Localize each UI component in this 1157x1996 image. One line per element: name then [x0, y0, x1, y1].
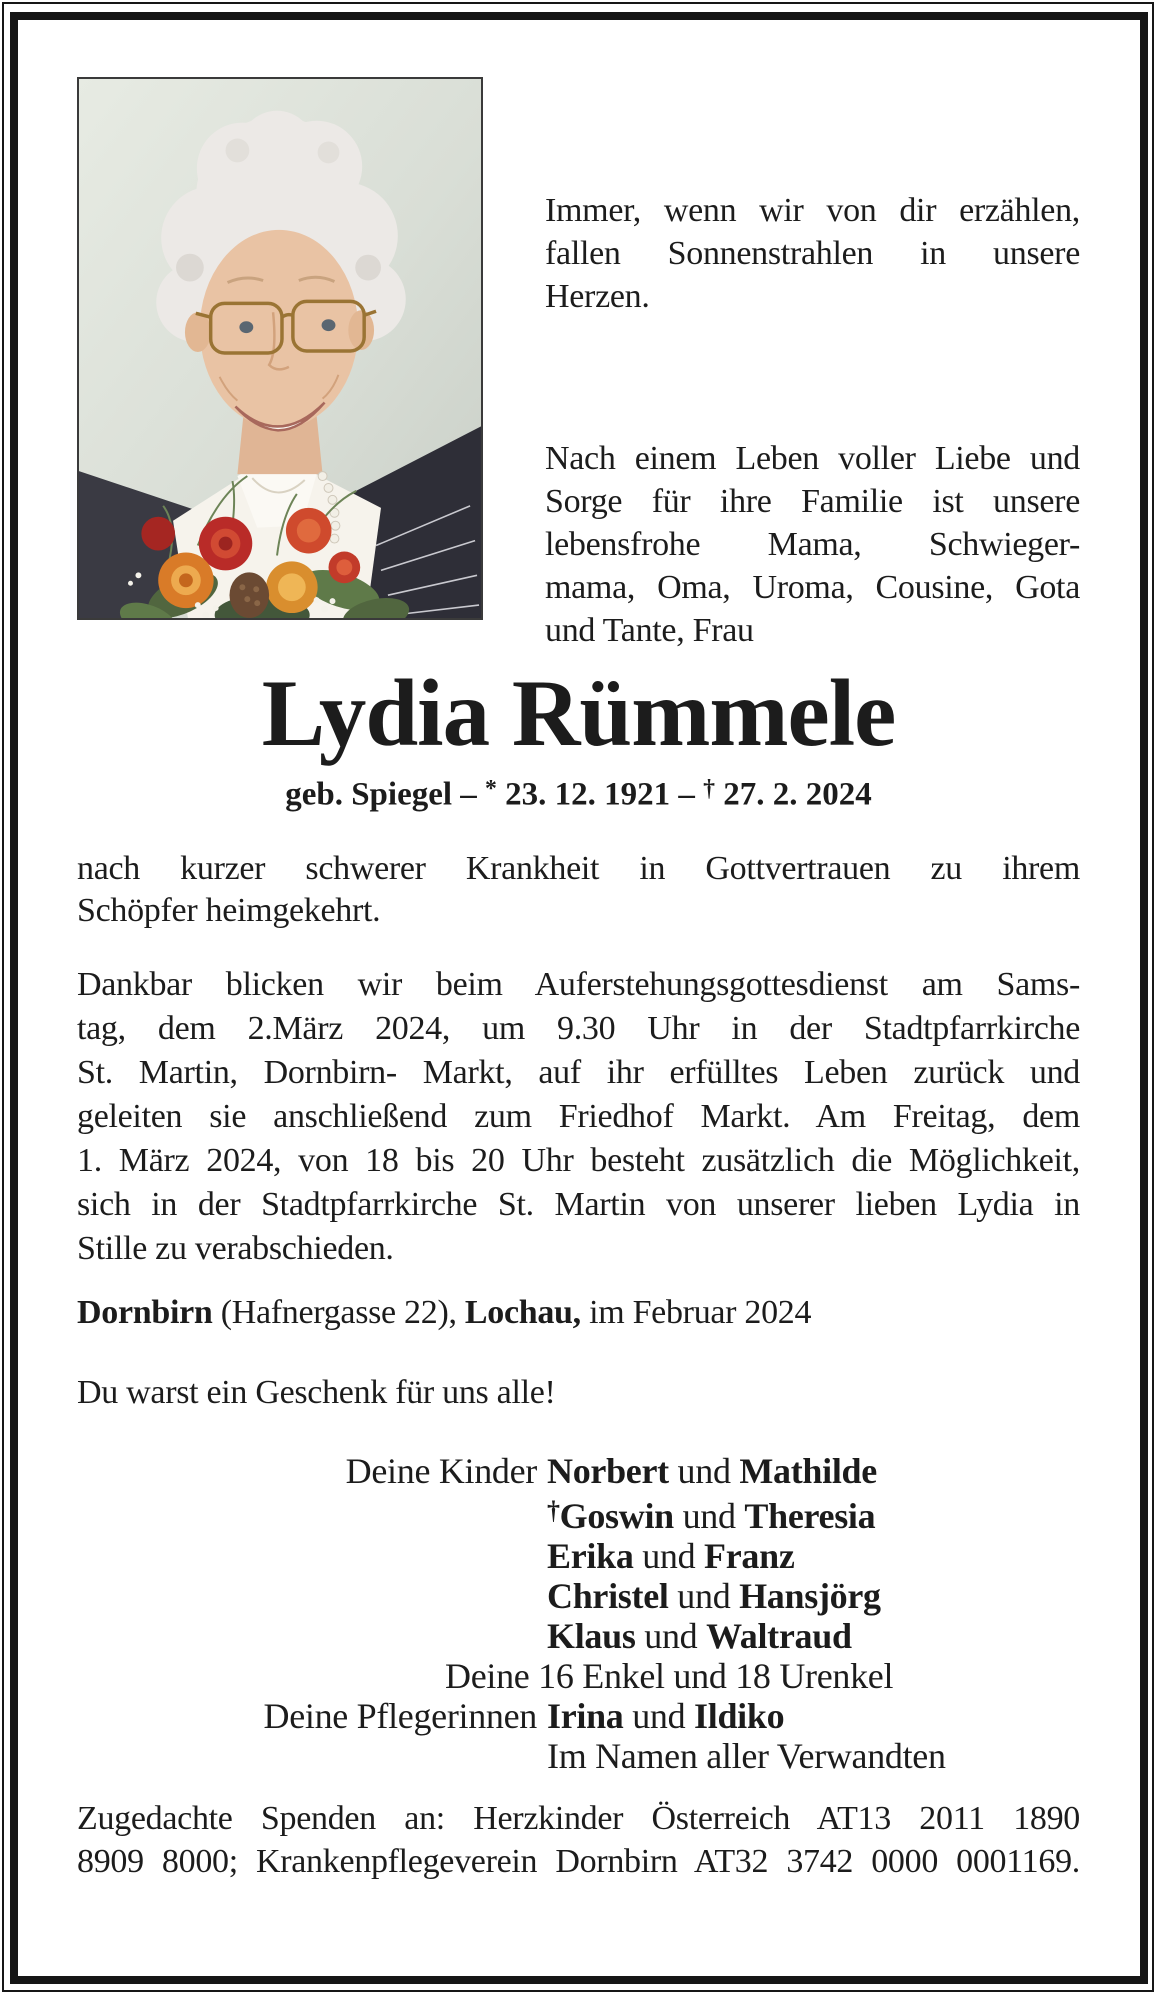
place-month: im Februar 2024: [580, 1294, 812, 1331]
birth-date: 23. 12. 1921 –: [496, 776, 704, 813]
signature-label: [77, 1576, 547, 1616]
intro-line: mama, Oma, Uroma, Cousine, Gota: [545, 569, 1080, 606]
name-bold: Mathilde: [739, 1451, 877, 1491]
service-line: tag, dem 2.März 2024, um 9.30 Uhr in der Stadtpfarrkirche: [77, 1010, 1080, 1047]
signature-line: [77, 1536, 1080, 1576]
passing-line: Schöpfer heimgekehrt.: [77, 892, 381, 929]
name-conjunction: und: [633, 1536, 705, 1577]
signature-line: [77, 1491, 1080, 1536]
name-bold: Goswin: [559, 1496, 674, 1537]
place-dornbirn: Dornbirn: [77, 1294, 213, 1331]
in-the-name-of-relatives-line: Im Namen aller Verwandten: [547, 1736, 946, 1777]
epigraph-line: fallen Sonnenstrahlen in unsere: [545, 235, 1080, 272]
intro-line: Sorge für ihre Familie ist unsere: [545, 483, 1080, 520]
signature-names: [547, 1616, 852, 1656]
name-bold: Irina: [547, 1696, 624, 1737]
name-bold: Klaus: [547, 1616, 636, 1657]
intro-line: und Tante, Frau: [545, 612, 754, 649]
service-line: geleiten sie anschließend zum Friedhof Markt. Am Freitag, dem: [77, 1098, 1080, 1135]
service-line: sich in der Stadtpfarrkirche St. Martin von unserer lieben Lydia in: [77, 1186, 1080, 1223]
name-bold: Franz: [704, 1536, 795, 1577]
grandchildren-line: Deine 16 Enkel und 18 Urenkel: [445, 1656, 894, 1697]
donations-paragraph: [77, 1797, 1080, 1883]
place-address: (Hafnergasse 22),: [212, 1294, 465, 1331]
birth-death-dates: [77, 769, 1080, 814]
intro-line: Nach einem Leben voller Liebe und: [545, 440, 1080, 477]
portrait-photo: [77, 77, 483, 620]
passing-line: nach kurzer schwerer Krankheit in Gottvertrauen zu ihrem: [77, 850, 1080, 887]
donations-line: Zugedachte Spenden an: Herzkinder Österreich AT13 2011 1890: [77, 1800, 1080, 1837]
signature-names: [547, 1491, 875, 1536]
signature-label: [77, 1616, 547, 1656]
place-date-line: [77, 1292, 1080, 1334]
name-bold: Ildiko: [694, 1696, 785, 1737]
service-line: Dankbar blicken wir beim Auferstehungsgottesdienst am Sams-: [77, 966, 1080, 1003]
intro-line: lebensfrohe Mama, Schwieger-: [545, 526, 1080, 563]
birth-star-symbol: *: [485, 776, 497, 802]
death-date: 27. 2. 2024: [715, 776, 872, 813]
epigraph-verse: [545, 189, 1080, 318]
donations-line: 8909 8000; Krankenpflegeverein Dornbirn AT32 3742 0000 0001169.: [77, 1843, 1080, 1880]
name-bold: Erika: [547, 1536, 634, 1577]
service-line: St. Martin, Dornbirn- Markt, auf ihr erfülltes Leben zurück und: [77, 1054, 1080, 1091]
epigraph-line: Immer, wenn wir von dir erzählen,: [545, 192, 1080, 229]
name-conjunction: und: [668, 1576, 740, 1617]
signature-label: [77, 1491, 547, 1536]
name-conjunction: und: [673, 1496, 745, 1537]
signature-names: [547, 1696, 784, 1736]
deceased-dagger-symbol: †: [547, 1496, 560, 1525]
name-conjunction: und: [635, 1616, 707, 1657]
passing-paragraph: [77, 848, 1080, 932]
bouquet-pinecone: [230, 572, 270, 618]
signature-names: [547, 1451, 877, 1491]
maiden-name: geb. Spiegel –: [285, 776, 486, 813]
name-conjunction: und: [623, 1696, 695, 1737]
farewell-sentence: Du warst ein Geschenk für uns alle!: [77, 1374, 556, 1411]
signature-names: [547, 1536, 795, 1576]
name-bold: Norbert: [547, 1451, 669, 1491]
signature-line: [77, 1616, 1080, 1656]
epigraph-line: Herzen.: [545, 278, 650, 315]
name-bold: Christel: [547, 1576, 669, 1617]
portrait-photo-illustration: [79, 79, 481, 618]
signature-label: Deine Kinder: [345, 1451, 537, 1491]
service-line: 1. März 2024, von 18 bis 20 Uhr besteht zusätzlich die Möglichkeit,: [77, 1142, 1080, 1179]
family-signature-block: [77, 1451, 1080, 1776]
signature-line: [77, 1576, 1080, 1616]
signature-line: [77, 1451, 1080, 1491]
signature-label: Deine Pflegerinnen: [263, 1696, 537, 1737]
name-bold: Waltraud: [706, 1616, 852, 1657]
name-bold: Hansjörg: [739, 1576, 881, 1617]
signature-names: [547, 1576, 881, 1616]
service-paragraph: [77, 963, 1080, 1271]
name-conjunction: und: [668, 1451, 740, 1491]
deceased-name: Lydia Rümmele: [261, 660, 896, 766]
place-lochau: Lochau,: [464, 1294, 581, 1331]
intro-paragraph: [545, 437, 1080, 652]
death-dagger-symbol: †: [703, 776, 716, 802]
service-line: Stille zu verabschieden.: [77, 1230, 394, 1267]
signature-line: [77, 1696, 1080, 1736]
name-bold: Theresia: [744, 1496, 876, 1537]
signature-label: [77, 1536, 547, 1576]
